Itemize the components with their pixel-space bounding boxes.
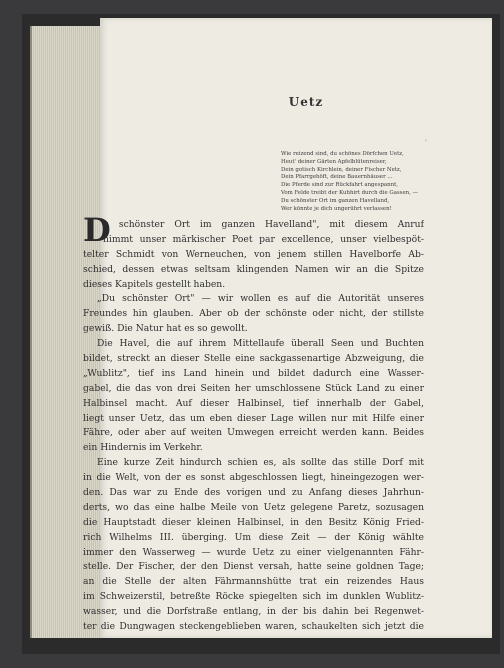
text-line: nimmt unser märkischer Poet par excellence, unser vielbespöt- — [103, 233, 424, 245]
body-text — [83, 211, 424, 635]
text-line: in die Welt, von der es sonst abgeschlossen liegt, hineingezogen wer- — [83, 472, 424, 484]
text-line: Fähre, oder aber auf weiten Umwegen erreicht werden kann. Beides — [83, 427, 424, 439]
text-line: immer den Wasserweg — wurde Uetz zu einer vielgenannten Fähr- — [83, 546, 424, 558]
drop-cap: D — [83, 211, 111, 249]
poem-line: Dein Pfarrgehöft, deine Bauernhäuser ... — [281, 174, 393, 181]
page-mark: ‚ — [425, 135, 427, 142]
text-line: ter die Dungwagen steckengeblieben waren, schaukelten sich jetzt die — [83, 621, 424, 633]
text-line: „Du schönster Ort" — wir wollen es auf die Autorität unseres — [97, 293, 424, 305]
text-line: wasser, und die Dorfstraße entlang, in der bis dahin bei Regenwet- — [83, 606, 424, 618]
text-line: die Hauptstadt dieser kleinen Halbinsel, in den Besitz König Fried- — [83, 516, 424, 528]
text-line: dieses Kapitels gestellt haben. — [83, 278, 226, 290]
text-line: an die Stelle der alten Fährmannshütte trat ein reizendes Haus — [83, 576, 424, 588]
text-line: liegt unser Uetz, das um eben dieser Lage willen nur mit Hilfe einer — [83, 412, 424, 424]
epigraph-poem — [281, 151, 436, 213]
text-line: telter Schmidt von Werneuchen, von jenem stillen Havelborfe Ab- — [83, 248, 424, 260]
poem-line: Vom Felde treibt der Kuhhirt durch die Gassen, — — [281, 189, 418, 196]
text-line: gewiß. Die Natur hat es so gewollt. — [83, 323, 248, 335]
text-line: schied, dessen etwas seltsam klingenden Namen wir an die Spitze — [83, 263, 424, 275]
poem-line: Wie reizend sind, du schönes Dörfchen Uetz, — [281, 151, 404, 157]
text-line: Freundes hin glauben. Aber ob der schönste oder nicht, der stillste — [83, 308, 424, 320]
poem-line: Wer könnte je dich ungerührt verlassen! — [281, 205, 392, 212]
text-line: rich Wilhelms III. überging. Um diese Zeit — der König wählte — [83, 531, 424, 543]
text-line: gabel, die das von drei Seiten her umschlossene Stück Land zu einer — [83, 382, 424, 394]
poem-line: Dein gotisch Kirchlein, deiner Fischer Netz, — [281, 166, 402, 173]
text-line: bildet, streckt an dieser Stelle eine sackgassenartige Abzweigung, die — [83, 353, 424, 365]
text-line: Halbinsel macht. Auf dieser Halbinsel, tief innerhalb der Gabel, — [83, 397, 424, 409]
book-page: Uetz ‚ Wie reizend sind, du schönes Dörfchen Uetz, Heut' deiner Gärten Apfelblütenreiser, Dein gotisch Kirchlein, deiner Fischer Netz, Dein Pfarrgehöft, deine Bauernhäuser ... Die Pferde sind zur Rückfahrt angespannt, Vom Felde treibt der Kuhhirt durch die Gassen, — Du schönster Ort im ganzen Havelland, Wer könnte je dich ungerührt verlassen! D u schönster Ort im ganzen Havelland", mit diesem Anruf nimmt unser märkischer Poet par excellence, unser vielbespöt- telter Schmidt von Werneuchen, von jenem stillen Havelborfe Ab- schied, dessen etwas seltsam klingenden Namen wir an die Spitze dieses Kapitels gestellt haben. „Du schönster Ort" — wir wollen es auf die Autorität unseres Freundes hin glauben. Aber ob der schönste oder nicht, der stillste gewiß. Die Natur hat es so gewollt. Die Havel, die auf ihrem Mittellaufe überall Seen und Buchten bildet, streckt an dieser Stelle eine sackgassenartige Abzweigung, die „Wublitz", tief ins Land hinein und bildet dadurch eine Wasser- gabel, die das von drei Seiten her umschlossene Stück Land zu einer Halbinsel macht. Auf dieser Halbinsel, tief innerhalb der Gabel, liegt unser Uetz, das um eben dieser Lage willen nur mit Hilfe einer Fähre, oder aber auf weiten Umwegen erreicht werden kann. Beides ein Hindernis im Verkehr. Eine kurze Zeit hindurch schien es, als sollte das stille Dorf mit in die Welt, von der es sonst abgeschlossen liegt, hineingezogen wer- den. Das war zu Ende des vorigen und zu Anfang dieses Jahrhun- derts, wo das eine halbe Meile von Uetz gelegene Paretz, sozusagen die Hauptstadt dieser kleinen Halbinsel, in den Besitz König Fried- rich Wilhelms III. überging. Um diese Zeit — der König wählte immer den Wasserweg — wurde Uetz zu einer vielgenannten Fähr- stelle. Der Fischer, der den Dienst versah, hatte seine goldnen Tage; an die Stelle der alten Fährmannshütte trat ein reizendes Haus im Schweizerstil, betreßte Röcke spiegelten sich im dunklen Wublitz- wasser, und die Dorfstraße entlang, in der bis dahin bei Regenwet- ter die Dungwagen steckengeblieben waren, schaukelten sich jetzt die — [100, 18, 492, 638]
text-line: im Schweizerstil, betreßte Röcke spiegelten sich im dunklen Wublitz- — [83, 591, 424, 603]
text-line: „Wublitz", tief ins Land hinein und bildet dadurch eine Wasser- — [83, 367, 424, 379]
poem-line: Die Pferde sind zur Rückfahrt angespannt, — [281, 182, 398, 189]
text-line: Eine kurze Zeit hindurch schien es, als sollte das stille Dorf mit — [97, 457, 424, 469]
text-line: stelle. Der Fischer, der den Dienst versah, hatte seine goldnen Tage; — [83, 561, 424, 573]
text-line: ein Hindernis im Verkehr. — [83, 442, 203, 454]
text-line: Die Havel, die auf ihrem Mittellaufe überall Seen und Buchten — [97, 338, 424, 350]
poem-line: Heut' deiner Gärten Apfelblütenreiser, — [281, 158, 387, 165]
text-line: derts, wo das eine halbe Meile von Uetz gelegene Paretz, sozusagen — [83, 501, 424, 513]
text-line: u schönster Ort im ganzen Havelland", mit diesem Anruf — [103, 219, 424, 230]
text-line: den. Das war zu Ende des vorigen und zu Anfang dieses Jahrhun- — [83, 487, 424, 499]
poem-line: Du schönster Ort im ganzen Havelland, — [281, 197, 390, 204]
